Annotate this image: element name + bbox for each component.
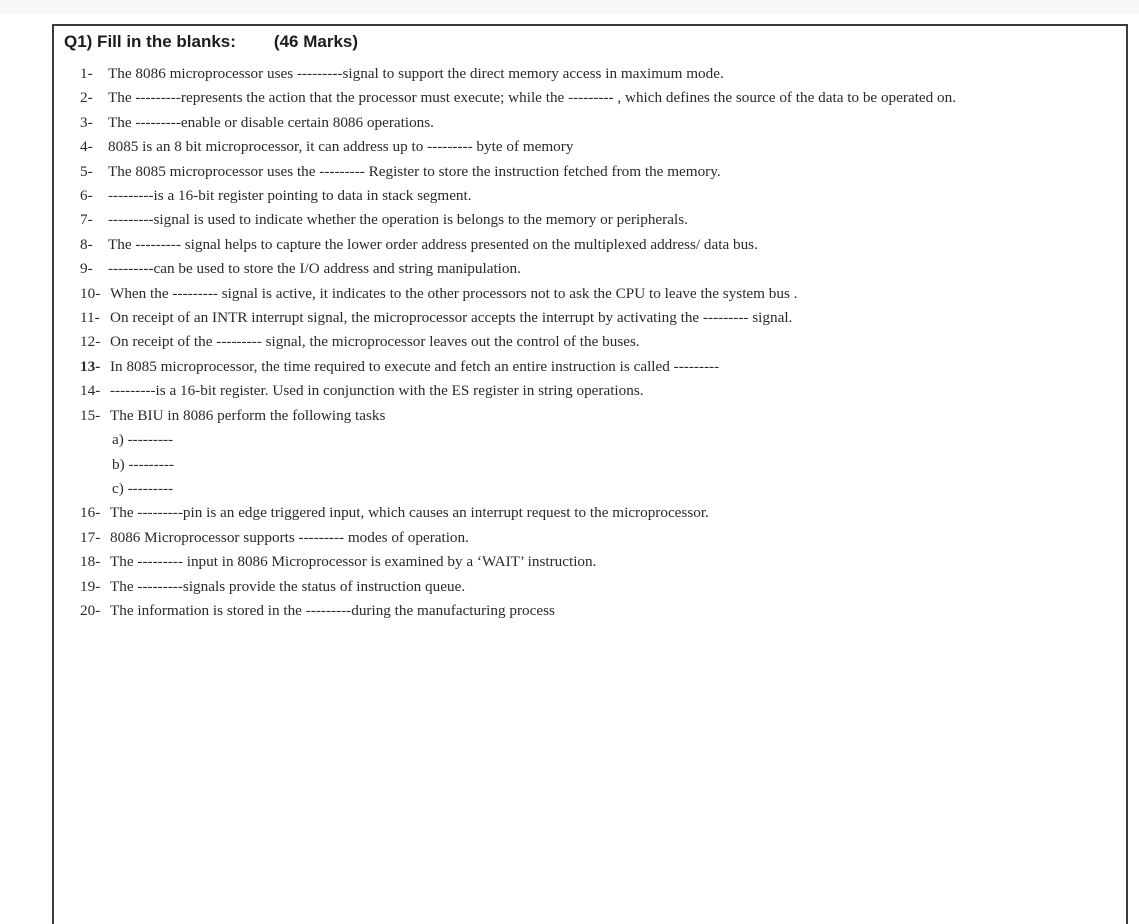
- question-number: 12-: [80, 333, 101, 351]
- question-text: The ---------signals provide the status of instruction queue.: [110, 577, 466, 595]
- question-item-4: [80, 135, 1120, 159]
- question-text: ---------signal is used to indicate whether the operation is belongs to the memory or peripherals.: [108, 211, 688, 229]
- question-item-14: [80, 379, 1120, 403]
- question-text: The BIU in 8086 perform the following tasks: [110, 406, 386, 424]
- question-text: ---------is a 16-bit register. Used in conjunction with the ES register in string operations.: [110, 382, 644, 400]
- question-text: When the --------- signal is active, it indicates to the other processors not to ask the CPU to leave the system bus .: [110, 284, 798, 302]
- question-item-16: [80, 501, 1120, 525]
- page-top-strip: [0, 0, 1139, 14]
- question-item-18: [80, 550, 1120, 574]
- question-number: 17-: [80, 528, 101, 546]
- question-list: [80, 62, 1120, 623]
- question-item-17: [80, 526, 1120, 550]
- question-text: The ---------enable or disable certain 8086 operations.: [108, 113, 434, 131]
- question-number: 8-: [80, 235, 93, 253]
- question-number: 9-: [80, 260, 93, 278]
- question-text: 8085 is an 8 bit microprocessor, it can address up to --------- byte of memory: [108, 138, 574, 156]
- question-number: 3-: [80, 113, 93, 131]
- question-text: The --------- input in 8086 Microprocessor is examined by a ‘WAIT’ instruction.: [110, 553, 597, 571]
- question-text: The information is stored in the ---------during the manufacturing process: [110, 601, 555, 619]
- question-item-8: [80, 233, 1120, 257]
- question-number: 5-: [80, 162, 93, 180]
- question-text: The ---------pin is an edge triggered input, which causes an interrupt request to the microprocessor.: [110, 504, 709, 522]
- question-number: 4-: [80, 138, 93, 156]
- question-item-7: [80, 208, 1120, 232]
- question-number: 16-: [80, 504, 101, 522]
- question-text: In 8085 microprocessor, the time required to execute and fetch an entire instruction is called ---------: [110, 357, 720, 375]
- question-number: 2-: [80, 89, 93, 107]
- question-text: The 8086 microprocessor uses ---------signal to support the direct memory access in maximum mode.: [108, 65, 724, 82]
- question-number: 10-: [80, 284, 101, 302]
- question-number: 20-: [80, 601, 101, 619]
- question-item-5: [80, 160, 1120, 184]
- question-text: 8086 Microprocessor supports --------- modes of operation.: [110, 528, 469, 546]
- question-item-2: [80, 86, 1120, 110]
- question-number: 1-: [80, 65, 93, 82]
- question-label: Q1) Fill in the blanks:: [64, 32, 236, 51]
- question-text: The --------- signal helps to capture the lower order address presented on the multiplexed address/ data bus.: [108, 235, 758, 253]
- question-item-1: [80, 62, 1120, 86]
- question-number: 19-: [80, 577, 101, 595]
- question-text: The ---------represents the action that the processor must execute; while the --------- , which defines the source of the data to be operated on.: [108, 89, 957, 107]
- question-number: 6-: [80, 187, 93, 205]
- marks-label: (46 Marks): [273, 32, 359, 51]
- question-item-9: [80, 257, 1120, 281]
- question-number: 7-: [80, 211, 93, 229]
- question-item-15: [80, 404, 1120, 428]
- question-item-20: [80, 599, 1120, 623]
- question-header: [64, 32, 358, 52]
- sub-item-a: a) ---------: [112, 431, 174, 449]
- question-item-13: [80, 355, 1120, 379]
- question-text: On receipt of an INTR interrupt signal, the microprocessor accepts the interrupt by activating the --------- signal.: [110, 309, 793, 327]
- question-number: 13-: [80, 357, 101, 375]
- question-number: 14-: [80, 382, 101, 400]
- question-item-3: [80, 111, 1120, 135]
- question-item-6: [80, 184, 1120, 208]
- question-text: The 8085 microprocessor uses the --------- Register to store the instruction fetched from the memory.: [108, 162, 721, 180]
- question-number: 11-: [80, 309, 100, 327]
- question-item-10: [80, 282, 1120, 306]
- question-number: 18-: [80, 553, 101, 571]
- question-text: ---------is a 16-bit register pointing to data in stack segment.: [108, 187, 472, 205]
- sub-item-c: c) ---------: [112, 479, 174, 497]
- question-text: ---------can be used to store the I/O address and string manipulation.: [108, 260, 521, 278]
- sub-item-b: b) ---------: [112, 455, 174, 473]
- question-box: [52, 24, 1128, 924]
- question-item-12: [80, 330, 1120, 354]
- question-item-19: [80, 575, 1120, 599]
- question-number: 15-: [80, 406, 101, 424]
- question-item-11: [80, 306, 1120, 330]
- question-text: On receipt of the --------- signal, the microprocessor leaves out the control of the buses.: [110, 333, 640, 351]
